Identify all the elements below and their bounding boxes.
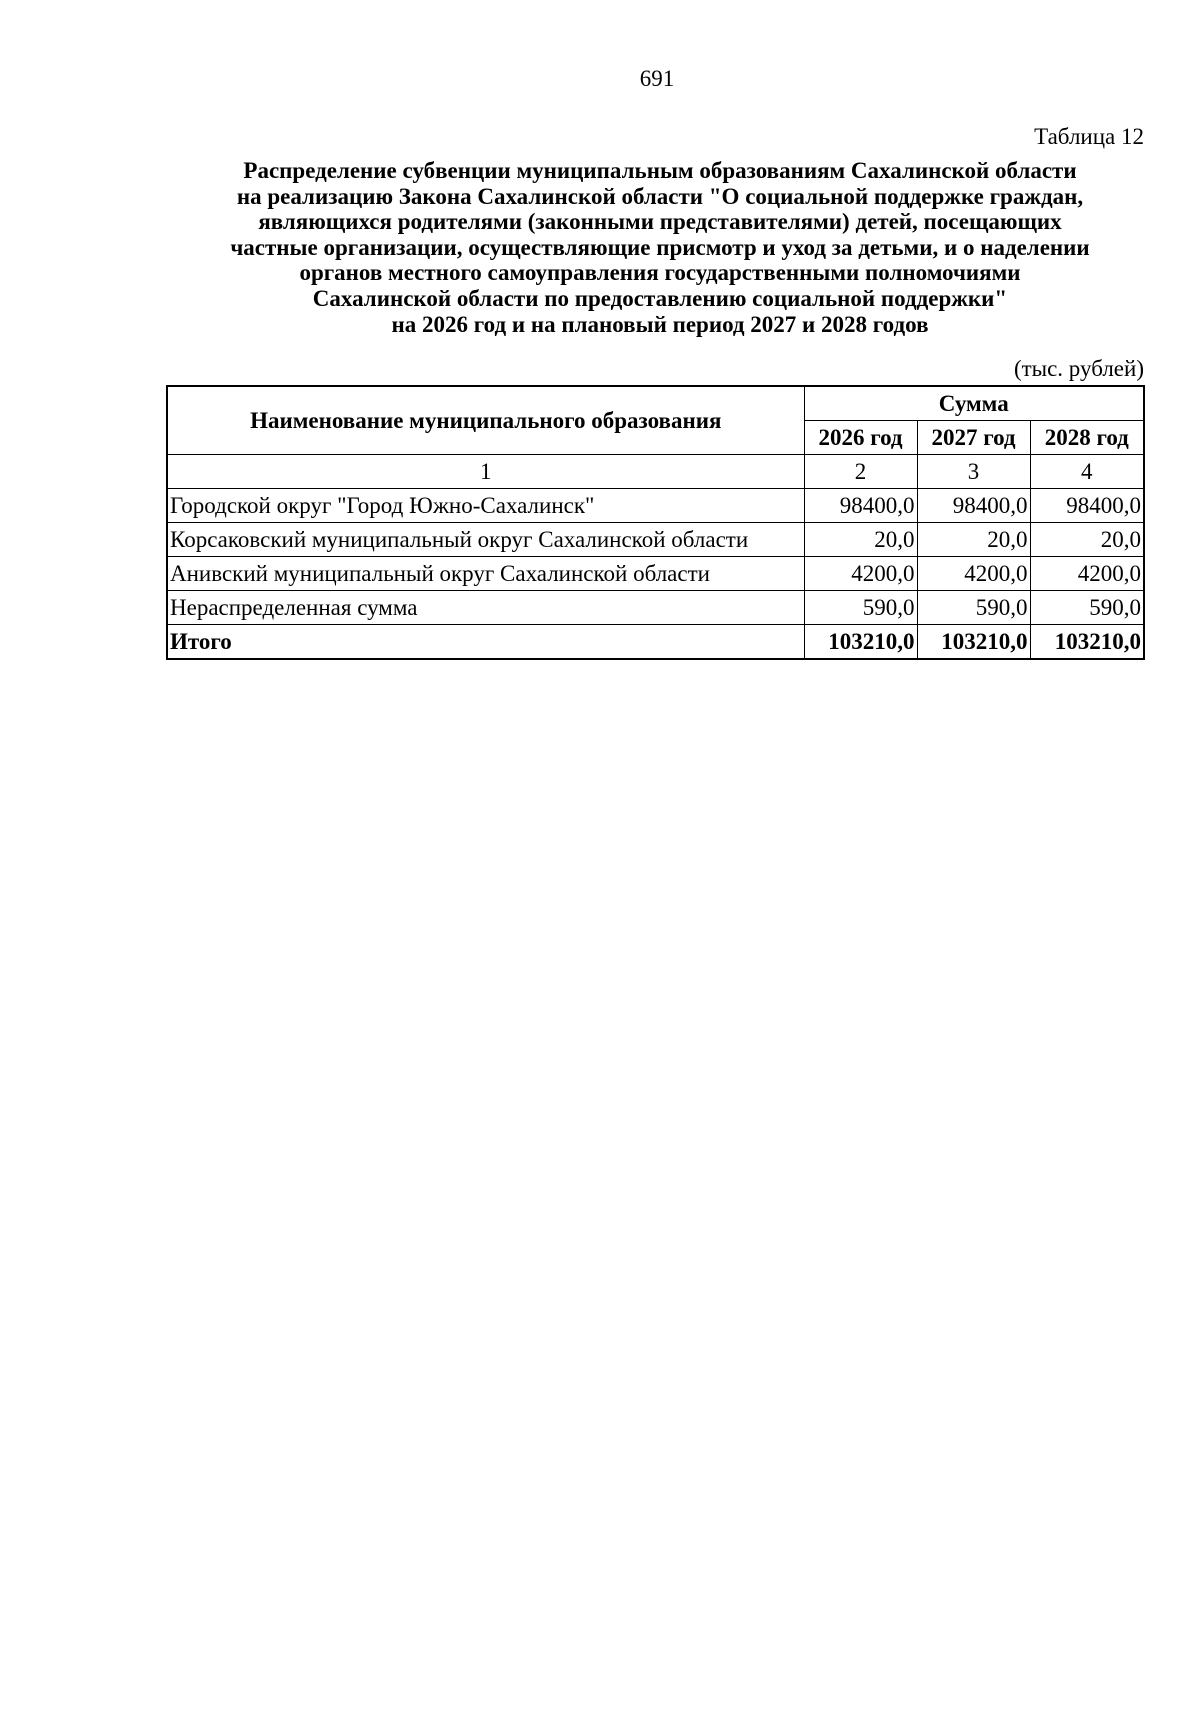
title-line: органов местного самоуправления государственными полномочиями xyxy=(299,260,1021,286)
total-value-2028: 103210,0 xyxy=(1030,625,1144,660)
column-number: 4 xyxy=(1030,455,1144,489)
row-value-2028: 4200,0 xyxy=(1030,557,1144,591)
table-row xyxy=(167,557,1144,591)
table-label: Таблица 12 xyxy=(1034,124,1144,149)
row-value-2027: 98400,0 xyxy=(917,489,1030,523)
table-row xyxy=(167,591,1144,625)
row-name: Корсаковский муниципальный округ Сахалинской области xyxy=(167,523,804,557)
row-value-2028: 590,0 xyxy=(1030,591,1144,625)
table-row xyxy=(167,523,1144,557)
document-title xyxy=(140,158,1180,337)
header-year-2027: 2027 год xyxy=(917,421,1030,455)
row-value-2026: 590,0 xyxy=(804,591,917,625)
total-value-2026: 103210,0 xyxy=(804,625,917,660)
column-number: 2 xyxy=(804,455,917,489)
title-line: Сахалинской области по предоставлению социальной поддержки" xyxy=(312,285,1008,311)
row-name: Нераспределенная сумма xyxy=(167,591,804,625)
row-value-2028: 20,0 xyxy=(1030,523,1144,557)
page-number: 691 xyxy=(639,66,675,91)
table-row xyxy=(167,489,1144,523)
row-name: Анивский муниципальный округ Сахалинской области xyxy=(167,557,804,591)
table-header-row xyxy=(167,386,1144,421)
table-total-row xyxy=(167,625,1144,660)
row-name: Городской округ "Город Южно-Сахалинск" xyxy=(167,489,804,523)
row-value-2028: 98400,0 xyxy=(1030,489,1144,523)
row-value-2026: 20,0 xyxy=(804,523,917,557)
unit-label: (тыс. рублей) xyxy=(1013,356,1144,381)
total-value-2027: 103210,0 xyxy=(917,625,1030,660)
title-line: Распределение субвенции муниципальным образованиям Сахалинской области xyxy=(243,158,1077,183)
header-year-2028: 2028 год xyxy=(1030,421,1144,455)
row-value-2027: 4200,0 xyxy=(917,557,1030,591)
header-sum: Сумма xyxy=(804,386,1144,421)
row-value-2026: 98400,0 xyxy=(804,489,917,523)
column-number: 1 xyxy=(167,455,804,489)
row-value-2026: 4200,0 xyxy=(804,557,917,591)
title-line: на реализацию Закона Сахалинской области "О социальной поддержке граждан, xyxy=(236,183,1084,209)
subvention-table xyxy=(166,385,1145,660)
row-value-2027: 20,0 xyxy=(917,523,1030,557)
row-value-2027: 590,0 xyxy=(917,591,1030,625)
title-line: на 2026 год и на плановый период 2027 и 2028 годов xyxy=(391,311,929,337)
header-year-2026: 2026 год xyxy=(804,421,917,455)
column-number-row xyxy=(167,455,1144,489)
header-municipality-name: Наименование муниципального образования xyxy=(167,386,804,455)
title-line: являющихся родителями (законными представителями) детей, посещающих xyxy=(258,209,1062,235)
title-line: частные организации, осуществляющие присмотр и уход за детьми, и о наделении xyxy=(230,234,1090,260)
total-label: Итого xyxy=(167,625,804,660)
column-number: 3 xyxy=(917,455,1030,489)
